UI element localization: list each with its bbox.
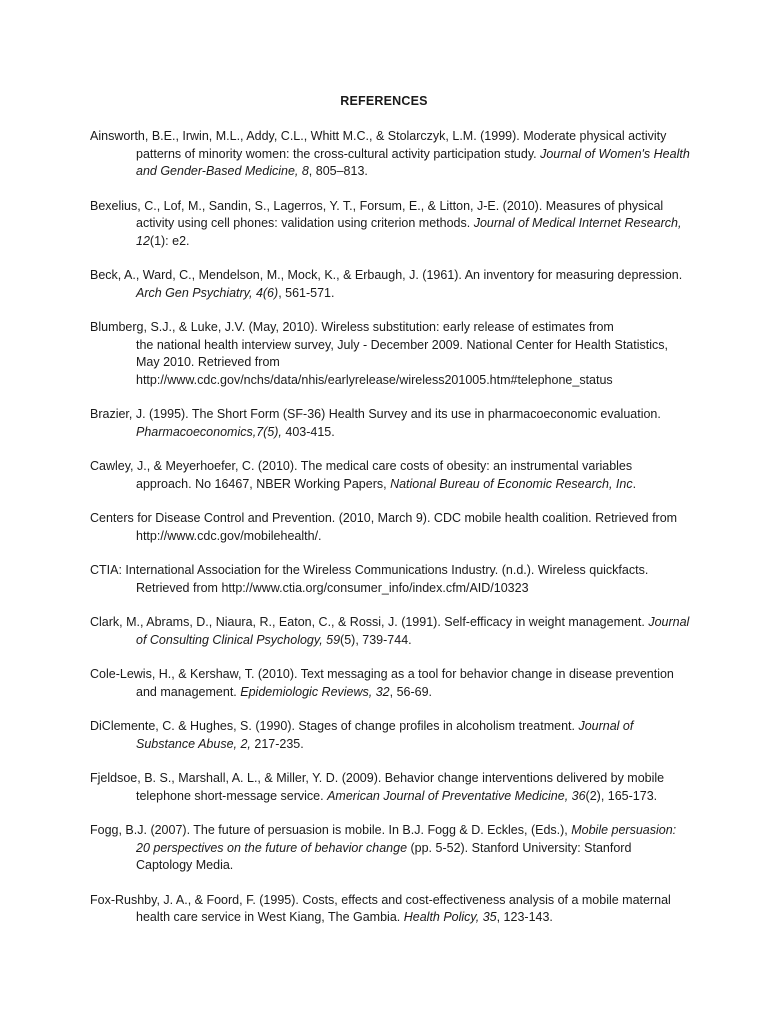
reference-journal: Pharmacoeconomics,7(5), bbox=[136, 424, 282, 439]
reference-journal: Journal of Medical Internet Research, 12 bbox=[136, 216, 682, 248]
reference-entry bbox=[90, 406, 690, 441]
reference-entry bbox=[90, 319, 690, 389]
reference-journal: Epidemiologic Reviews, 32 bbox=[240, 684, 390, 699]
reference-tail: (5), 739-744. bbox=[340, 632, 412, 647]
reference-tail: 403-415. bbox=[281, 424, 335, 439]
reference-text: Beck, A., Ward, C., Mendelson, M., Mock, K., & Erbaugh, J. (1961). An inventory for measuring depression. bbox=[90, 268, 683, 282]
reference-line: Blumberg, S.J., & Luke, J.V. (May, 2010). Wireless substitution: early release of estimates from bbox=[90, 320, 614, 334]
reference-text: Centers for Disease Control and Prevention. (2010, March 9). CDC mobile health coalition. Retrieved from http://www.cdc.gov/mobilehealth/. bbox=[90, 511, 678, 543]
reference-journal: Journal of Consulting Clinical Psychology, 59 bbox=[136, 615, 690, 647]
reference-journal: Mobile persuasion: 20 perspectives on the future of behavior change bbox=[136, 823, 677, 855]
reference-text: Bexelius, C., Lof, M., Sandin, S., Lagerros, Y. T., Forsum, E., & Litton, J-E. (2010). Measures of physical activity using cell phones: validation using criterion methods. bbox=[90, 198, 664, 230]
reference-text: Cole-Lewis, H., & Kershaw, T. (2010). Text messaging as a tool for behavior change in disease prevention and management. bbox=[90, 667, 674, 699]
reference-text: CTIA: International Association for the Wireless Communications Industry. (n.d.). Wireless quickfacts. Retrieved from http://www.ctia.org/consumer_info/index.cfm/AID/10323 bbox=[90, 563, 649, 595]
reference-tail: (2), 165-173. bbox=[585, 788, 658, 803]
reference-entry bbox=[90, 458, 690, 493]
reference-entry bbox=[90, 510, 690, 545]
reference-entry bbox=[90, 892, 690, 927]
reference-entry bbox=[90, 666, 690, 701]
reference-entry bbox=[90, 822, 690, 875]
reference-text: Clark, M., Abrams, D., Niaura, R., Eaton, C., & Rossi, J. (1991). Self-efficacy in weight management. bbox=[90, 615, 649, 629]
reference-entry bbox=[90, 128, 690, 181]
reference-text: Fogg, B.J. (2007). The future of persuasion is mobile. In B.J. Fogg & D. Eckles, (Eds.), bbox=[90, 823, 572, 837]
reference-journal: National Bureau of Economic Research, Inc bbox=[390, 476, 633, 491]
reference-list bbox=[90, 128, 690, 944]
reference-tail: , 561-571. bbox=[278, 285, 335, 300]
reference-entry bbox=[90, 718, 690, 753]
reference-entry bbox=[90, 770, 690, 805]
reference-text: Fox-Rushby, J. A., & Foord, F. (1995). Costs, effects and cost-effectiveness analysis of a mobile maternal health care service in West Kiang, The Gambia. bbox=[90, 892, 671, 924]
reference-line: the national health interview survey, July - December 2009. National Center for Health Statistics, bbox=[136, 337, 668, 352]
reference-line: May 2010. Retrieved from bbox=[136, 355, 280, 369]
page-title: REFERENCES bbox=[340, 94, 428, 108]
reference-text: Ainsworth, B.E., Irwin, M.L., Addy, C.L., Whitt M.C., & Stolarczyk, L.M. (1999). Moderate physical activity patterns of minority women: the cross-cultural activity participation study. bbox=[90, 129, 667, 161]
reference-tail: , 123-143. bbox=[496, 910, 553, 924]
reference-journal: Arch Gen Psychiatry, 4(6) bbox=[136, 285, 279, 300]
reference-text: DiClemente, C. & Hughes, S. (1990). Stages of change profiles in alcoholism treatment. bbox=[90, 719, 579, 733]
reference-tail: (1): e2. bbox=[149, 233, 190, 248]
reference-journal: Health Policy, 35 bbox=[403, 910, 497, 924]
reference-tail: . bbox=[632, 476, 637, 491]
reference-entry bbox=[90, 562, 690, 597]
reference-tail: , 56-69. bbox=[389, 684, 433, 699]
reference-text: Cawley, J., & Meyerhoefer, C. (2010). The medical care costs of obesity: an instrumental variables approach. No 16467, NBER Working Papers, bbox=[90, 459, 633, 491]
reference-entry bbox=[90, 198, 690, 251]
reference-journal: American Journal of Preventative Medicine, 36 bbox=[327, 788, 586, 803]
reference-tail: 217-235. bbox=[250, 736, 304, 751]
reference-text: Fjeldsoe, B. S., Marshall, A. L., & Miller, Y. D. (2009). Behavior change interventions delivered by mobile telephone short-message service. bbox=[90, 771, 665, 803]
reference-journal: Journal of Substance Abuse, 2, bbox=[136, 719, 634, 751]
reference-tail: , 805–813. bbox=[308, 164, 368, 178]
reference-text: Brazier, J. (1995). The Short Form (SF-36) Health Survey and its use in pharmacoeconomic evaluation. bbox=[90, 407, 661, 421]
reference-tail: (pp. 5-52). Stanford University: Stanford Captology Media. bbox=[136, 840, 632, 872]
reference-journal: Journal of Women's Health and Gender-Based Medicine, 8 bbox=[136, 146, 690, 178]
reference-entry bbox=[90, 267, 690, 302]
reference-url: http://www.cdc.gov/nchs/data/nhis/earlyrelease/wireless201005.htm#telephone_status bbox=[136, 372, 613, 387]
reference-entry bbox=[90, 614, 690, 649]
